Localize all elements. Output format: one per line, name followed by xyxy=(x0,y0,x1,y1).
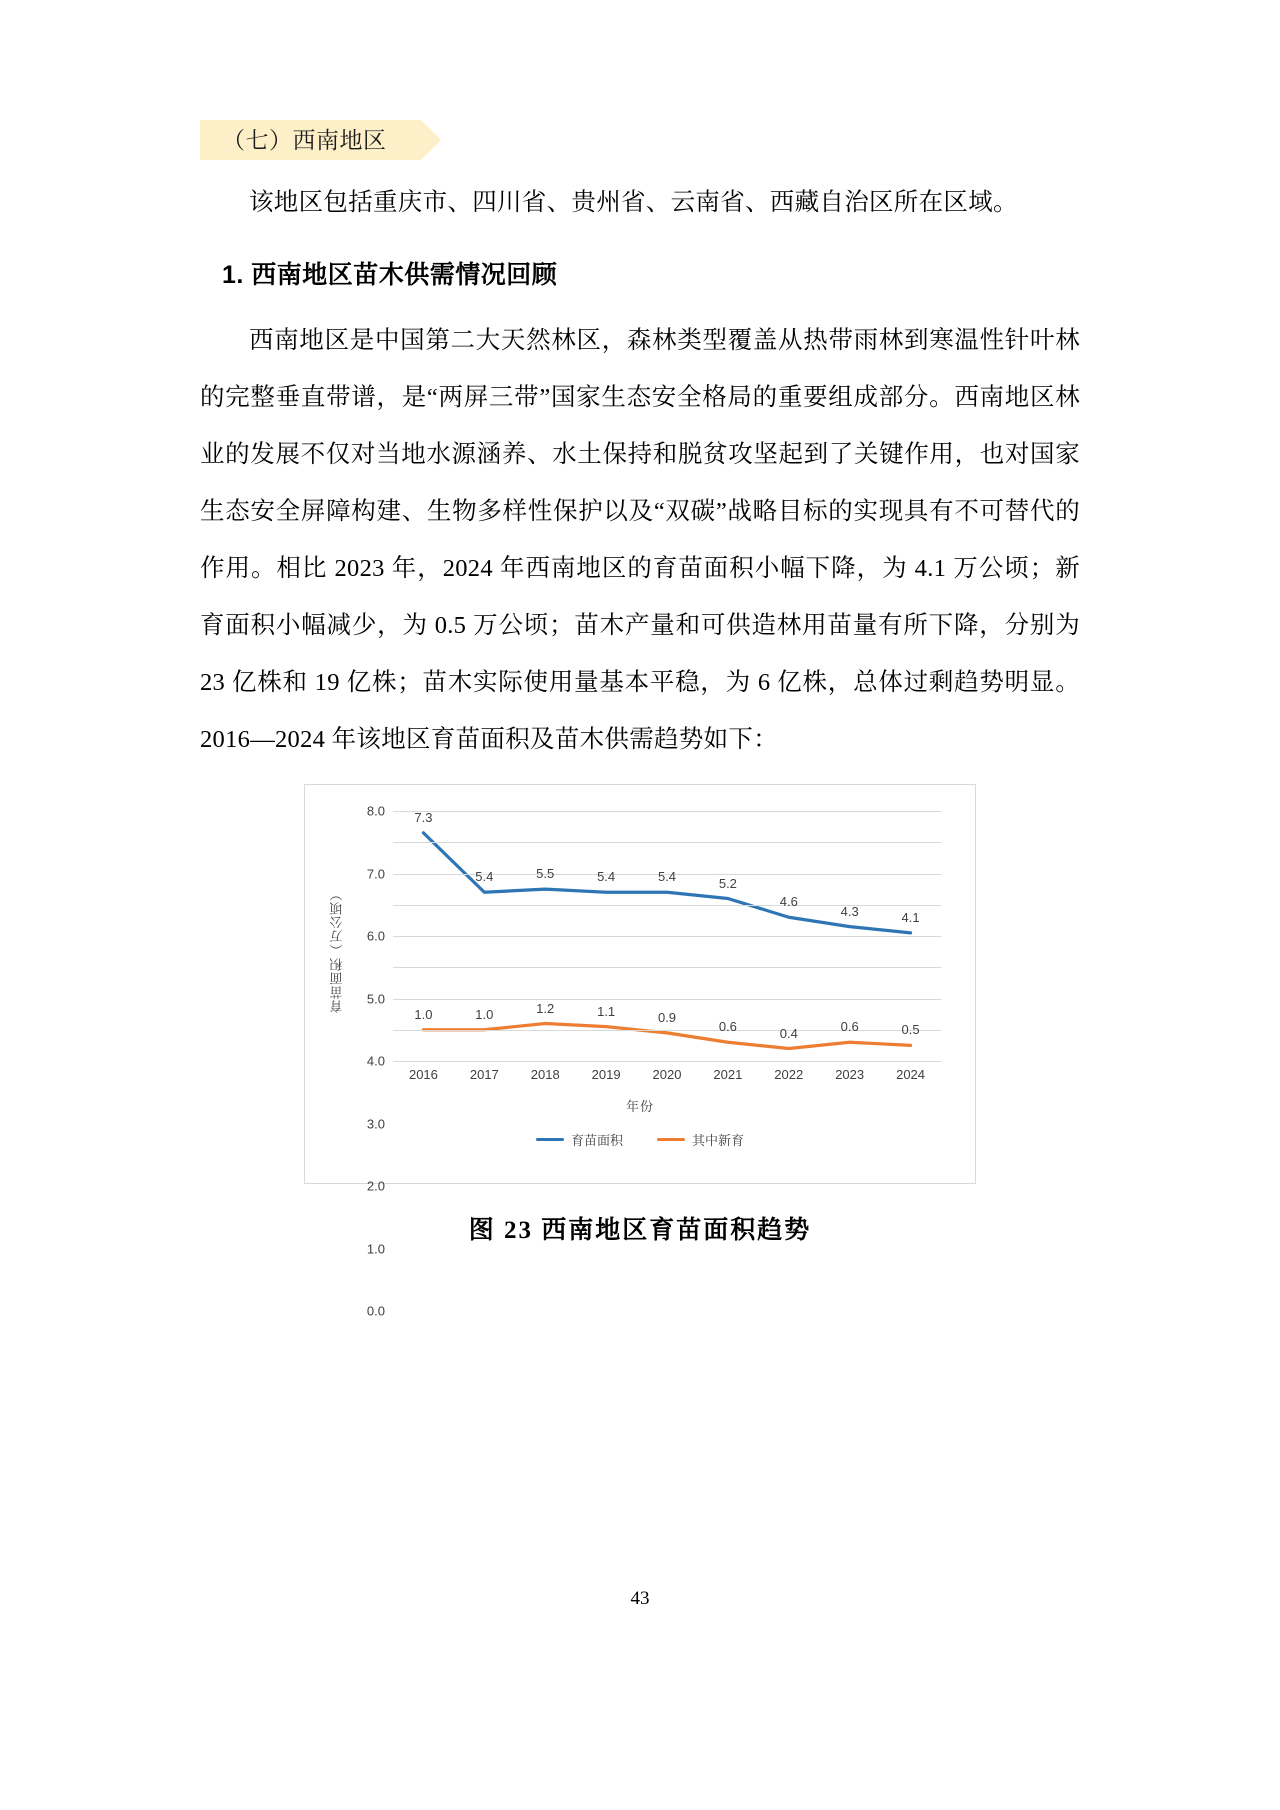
chart-data-label: 5.4 xyxy=(597,869,616,885)
x-axis-tick: 2019 xyxy=(591,1067,621,1082)
chart-data-label: 1.0 xyxy=(475,1006,494,1022)
x-axis-tick: 2020 xyxy=(652,1067,682,1082)
y-axis-tick: 7.0 xyxy=(366,866,385,881)
chart-data-label: 1.2 xyxy=(536,1000,555,1016)
chart-data-label: 4.6 xyxy=(779,894,798,910)
chart-data-label: 7.3 xyxy=(414,809,433,825)
chart-data-label: 0.6 xyxy=(718,1019,737,1035)
legend-label: 育苗面积 xyxy=(570,1133,623,1148)
chart-data-label: 0.6 xyxy=(840,1019,859,1035)
chart-data-label: 0.5 xyxy=(901,1022,920,1038)
chart-data-label: 5.4 xyxy=(657,869,677,885)
y-axis-tick: 1.0 xyxy=(366,1241,385,1256)
figure-caption: 图 23 西南地区育苗面积趋势 xyxy=(468,1217,812,1244)
x-axis-tick: 2021 xyxy=(713,1067,743,1082)
y-axis-tick: 8.0 xyxy=(366,803,385,819)
intro-paragraph: 该地区包括重庆市、四川省、贵州省、云南省、西藏自治区所在区域。 xyxy=(249,189,1018,216)
chart-legend xyxy=(305,1130,975,1149)
chart-data-label: 5.2 xyxy=(718,875,737,891)
legend-label: 其中新育 xyxy=(692,1133,745,1148)
legend-swatch xyxy=(536,1138,564,1141)
x-axis-tick: 2023 xyxy=(835,1067,865,1082)
page-number: 43 xyxy=(630,1588,650,1609)
y-axis-title: 育苗面积（万公顷） xyxy=(329,887,345,1013)
page-content xyxy=(200,120,1080,1319)
legend-item xyxy=(657,1130,744,1149)
x-axis-tick: 2024 xyxy=(896,1067,926,1082)
main-paragraph: 西南地区是中国第二大天然林区，森林类型覆盖从热带雨林到寒温性针叶林的完整垂直带谱，是“两屏三带”国家生态安全格局的重要组成部分。西南地区林业的发展不仅对当地水源涵养、水土保持和脱贫攻坚起到了关键作用，也对国家生态安全屏障构建、生物多样性保护以及“双碳”战略目标的实现具有不可替代的作用。相比 2023 年，2024 年西南地区的育苗面积小幅下降，为 4.1 万公顷；新育面积小幅减少，为 0.5 万公顷；苗木产量和可供造林用苗量有所下降，分别为 23 亿株和 19 亿株；苗木实际使用量基本平稳，为 6 亿株，总体过剩趋势明显。2016—2024 年该地区育苗面积及苗木供需趋势如下： xyxy=(200,327,1080,753)
chart-data-label: 1.0 xyxy=(414,1006,433,1022)
y-axis-tick: 0.0 xyxy=(366,1303,385,1319)
legend-swatch xyxy=(657,1138,685,1141)
x-axis-title: 年份 xyxy=(625,1099,654,1114)
y-axis-tick: 4.0 xyxy=(366,1053,385,1069)
x-axis-tick: 2022 xyxy=(774,1067,804,1082)
chart-data-label: 5.5 xyxy=(536,866,555,882)
legend-item xyxy=(536,1130,623,1149)
y-axis-tick: 2.0 xyxy=(366,1178,385,1194)
chart-data-label: 0.9 xyxy=(657,1009,677,1025)
chart-data-label: 5.4 xyxy=(475,869,494,885)
chart-data-label: 0.4 xyxy=(779,1025,798,1041)
y-axis-tick: 5.0 xyxy=(366,991,385,1006)
x-axis-tick: 2018 xyxy=(530,1067,560,1082)
x-axis-tick: 2017 xyxy=(469,1067,499,1082)
y-axis-tick: 6.0 xyxy=(366,928,385,944)
y-axis-tick: 3.0 xyxy=(366,1116,385,1131)
chart-data-label: 4.1 xyxy=(901,909,920,925)
chart-data-label: 4.3 xyxy=(840,903,859,919)
section-tag: （七）西南地区 xyxy=(200,120,421,160)
x-axis-tick: 2016 xyxy=(408,1067,438,1082)
sub-heading: 1. 西南地区苗木供需情况回顾 xyxy=(222,261,558,289)
chart-data-label: 1.1 xyxy=(597,1003,616,1019)
